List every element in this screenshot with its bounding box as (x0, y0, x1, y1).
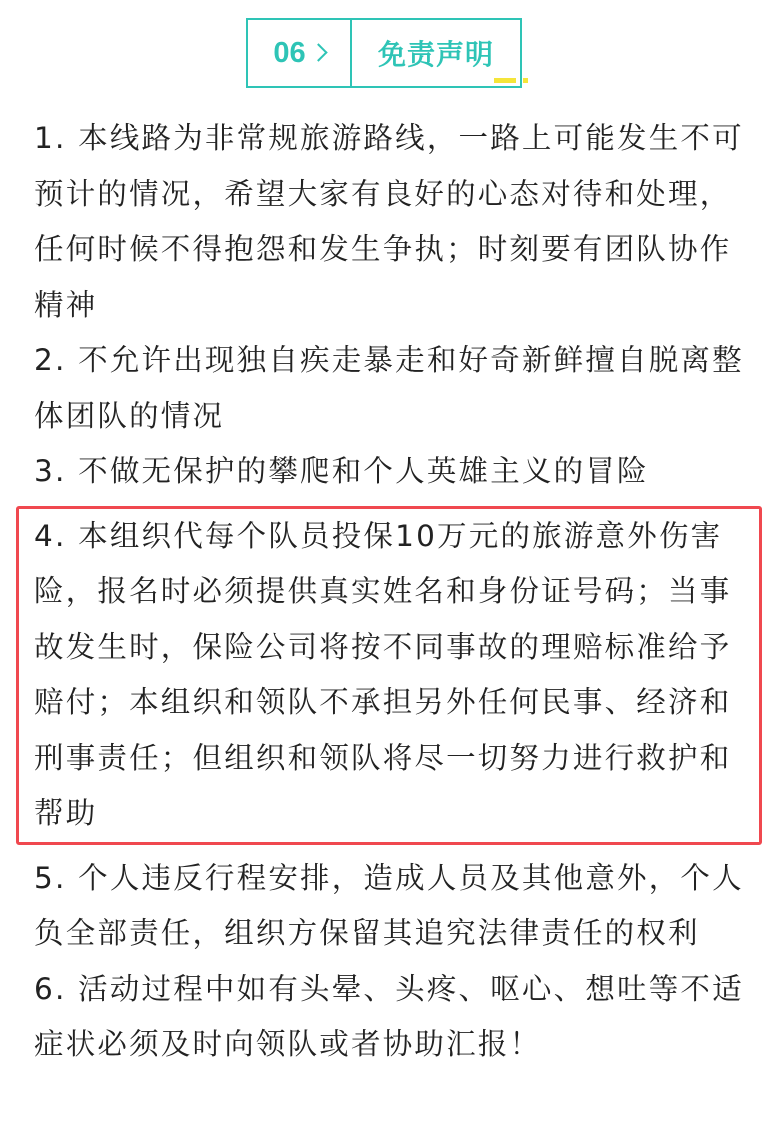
section-number: 06 (273, 36, 306, 69)
section-title-box (352, 20, 520, 86)
chevron-right-icon (309, 43, 327, 61)
disclaimer-item-1: 1. 本线路为非常规旅游路线，一路上可能发生不可预计的情况，希望大家有良好的心态对待和处理，任何时候不得抱怨和发生争执；时刻要有团队协作精神 (34, 121, 744, 322)
section-number-box (248, 20, 352, 86)
disclaimer-item-5: 5. 个人违反行程安排，造成人员及其他意外，个人负全部责任，组织方保留其追究法律责任的权利 (34, 860, 744, 950)
section-header (246, 18, 522, 88)
section-title: 免责声明 (377, 38, 494, 71)
accent-dash-decoration (494, 78, 516, 83)
disclaimer-item-6: 6. 活动过程中如有头晕、头疼、呕心、想吐等不适症状必须及时向领队或者协助汇报！ (34, 971, 744, 1061)
disclaimer-list (34, 111, 744, 1073)
disclaimer-item-2: 2. 不允许出现独自疾走暴走和好奇新鲜擅自脱离整体团队的情况 (34, 343, 744, 433)
disclaimer-item-3: 3. 不做无保护的攀爬和个人英雄主义的冒险 (34, 454, 649, 488)
disclaimer-item-4-highlighted: 4. 本组织代每个队员投保10万元的旅游意外伤害险，报名时必须提供真实姓名和身份证号码；当事故发生时，保险公司将按不同事故的理赔标准给予赔付；本组织和领队不承担另外任何民事、经济和刑事责任；但组织和领队将尽一切努力进行救护和帮助 (16, 506, 762, 845)
accent-dot-decoration (523, 78, 528, 83)
